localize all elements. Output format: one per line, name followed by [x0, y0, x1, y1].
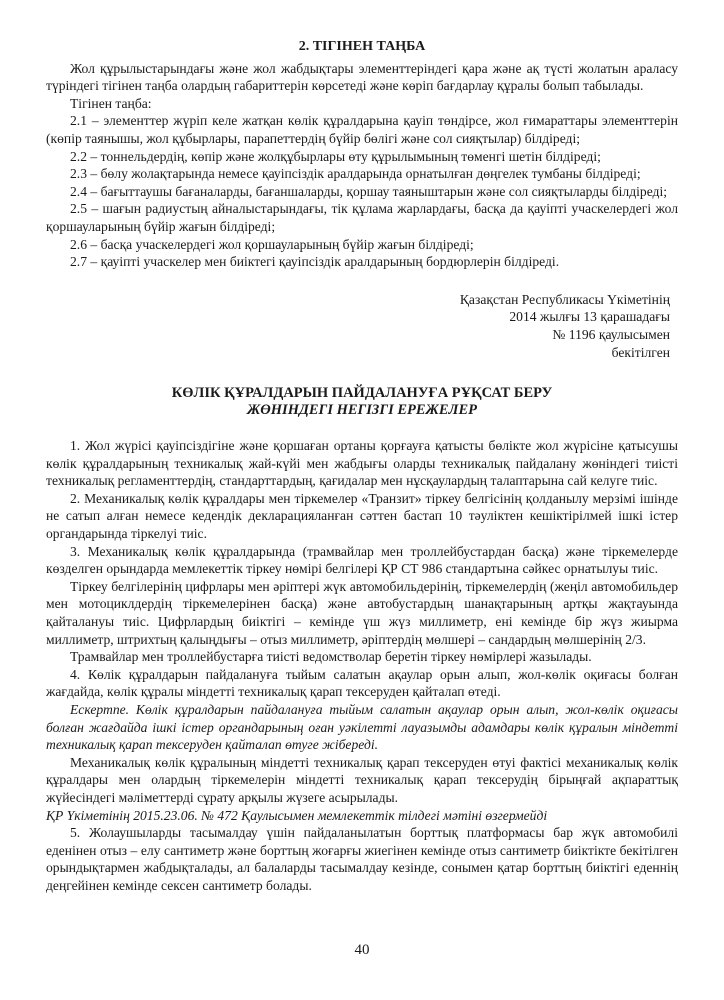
- rules-paragraph: Механикалық көлік құралының міндетті техникалық қарап тексеруден өтуі фактісі механикалық көлік құралдары мен олардың тіркемелерін міндетті техникалық қарап тексерудің бірыңғай ақпараттық жүйесіндегі мәліметтерді сұрату арқылы жүзеге асырылады.: [46, 754, 678, 805]
- rules-title-line: ЖӨНІНДЕГІ НЕГІЗГІ ЕРЕЖЕЛЕР: [247, 402, 477, 419]
- approval-line: бекітілген: [611, 344, 670, 360]
- rules-title-line: КӨЛІК ҚҰРАЛДАРЫН ПАЙДАЛАНУҒА РҰҚСАТ БЕРУ: [171, 385, 553, 402]
- rules-paragraph: 1. Жол жүрісі қауіпсіздігіне және қоршаған ортаны қорғауға қатысты бөлікте жол жүрісіне қатысушы көлік құралдарының техникалық жай-күйі мен жабдығы оларды техникалық пайдалану жөніндегі тиісті техникалық регламенттердің, стандарттардың, қағидалар мен нұсқаулардың талаптарына сай келуге тиіс.: [46, 438, 678, 489]
- approval-line: Қазақстан Республикасы Үкіметінің: [459, 291, 670, 307]
- rules-paragraph: 4. Көлік құралдарын пайдалануға тыйым салатын ақаулар орын алып, жол-көлік оқиғасы болған жағдайда, көлік құралы міндетті техникалық қарап тексеруден қайталап өтеді.: [46, 666, 678, 700]
- section-paragraph: 2.5 – шағын радиустың айналыстарындағы, тік құлама жарлардағы, басқа да қауіпті учаскелердегі жол қоршауларының бүйір жағын білдіреді;: [46, 201, 678, 234]
- section-paragraph: 2.6 – басқа учаскелердегі жол қоршауларының бүйір жағын білдіреді;: [70, 236, 474, 252]
- approval-block: [428, 291, 670, 361]
- amendment-note: ҚР Үкіметінің 2015.23.06. № 472 Қаулысымен мемлекеттік тілдегі мәтіні өзгермейді: [46, 807, 548, 823]
- section-title: 2. ТІГІНЕН ТАҢБА: [298, 39, 426, 54]
- section-paragraph: 2.3 – бөлу жолақтарында немесе қауіпсіздік аралдарында орнатылған дөңгелек тумбаны білдіреді;: [70, 166, 641, 182]
- section-paragraph: 2.1 – элементтер жүріп келе жатқан көлік құралдарына қауіп төндірсе, жол ғимараттары элементтерін (көпір таянышы, жол құбырлары, парапеттердің бүйір бөлігі және сол сияқтылар) білдіреді;: [46, 113, 678, 146]
- rules-paragraph: 5. Жолаушыларды тасымалдау үшін пайдаланылатын борттық платформасы бар жүк автомобилі еденінен отыз – елу сантиметр және борттың жоғарғы жиегінен кемінде отыз сантиметр биіктікте бекітілген орындықтармен жабдықталады, ал балаларды тасымалдау кезінде, сонымен қатар борттың биіктігі еденнің деңгейінен кемінде сексен сантиметр болады.: [46, 825, 678, 893]
- rules-title: [46, 385, 678, 419]
- rules-paragraph: Трамвайлар мен троллейбустарға тиісті ведомстволар беретін тіркеу нөмірлері жазылады.: [70, 649, 592, 665]
- approval-line: 2014 жылғы 13 қарашадағы: [509, 309, 670, 325]
- section-paragraph: 2.4 – бағыттаушы бағаналарды, бағаншаларды, қоршау таяныштарын және сол сияқтыларды білдіреді;: [70, 183, 668, 199]
- rules-paragraph: 2. Механикалық көлік құралдары мен тіркемелер «Транзит» тіркеу белгісінің қолданылу мерзімі ішінде не сатып алған немесе кедендік декларацияланған сәттен бастап 10 тәуліктен кешіктірілмей ішкі істер органдарында тіркелуі тиіс.: [46, 490, 678, 542]
- section-paragraph: 2.2 – тоннельдердің, көпір және жолқұбырлары өту құрылымының төменгі шетін білдіреді;: [70, 148, 601, 164]
- section-paragraph: 2.7 – қауіпті учаскелер мен биіктегі қауіпсіздік аралдарының бордюрлерін білдіреді.: [70, 254, 560, 270]
- page-number: 40: [354, 942, 370, 958]
- document-page: [46, 38, 678, 895]
- rules-paragraph: 3. Механикалық көлік құралдарында (трамвайлар мен троллейбустардан басқа) және тіркемелерде көзделген орындарда мемлекеттік тіркеу нөмірі белгілері ҚР СТ 986 стандартына сәйкес орнатылуы тиіс.: [46, 543, 678, 577]
- section-paragraph: Жол құрылыстарындағы және жол жабдықтары элементтеріндегі қара және ақ түсті жолатын араласу түріндегі тігінен таңба олардың габариттерін көрсетеді және көріп бағдарлау құралы болып табылады.: [46, 60, 678, 94]
- note-paragraph: Ескертпе. Көлік құралдарын пайдалануға тыйым салатын ақаулар орын алып, жол-көлік оқиғасы болған жағдайда ішкі істер органдарының оған уәкілетті лауазымды адамдары көлік құралын міндетті техникалық қарап тексеруден қайталап өтуге жібереді.: [46, 702, 678, 753]
- approval-line: № 1196 қаулысымен: [552, 326, 670, 342]
- section-paragraph: Тігінен таңба:: [70, 95, 152, 111]
- rules-paragraph: Тіркеу белгілерінің цифрлары мен әріптері жүк автомобильдерінің, тіркемелердің (жеңіл автомобильдер мен мотоциклдердің тіркемелерінен басқа) және автобустардың шанақтарының артқы жақтауында қайталануы тиіс. Цифрлардың биіктігі – кемінде үш жүз миллиметр, ені кемінде бір жүз жиырма миллиметр, штрихтың қалыңдығы – отыз миллиметр, әріптердің мөлшері – сандардың мөлшерінің 2/3.: [46, 578, 678, 647]
